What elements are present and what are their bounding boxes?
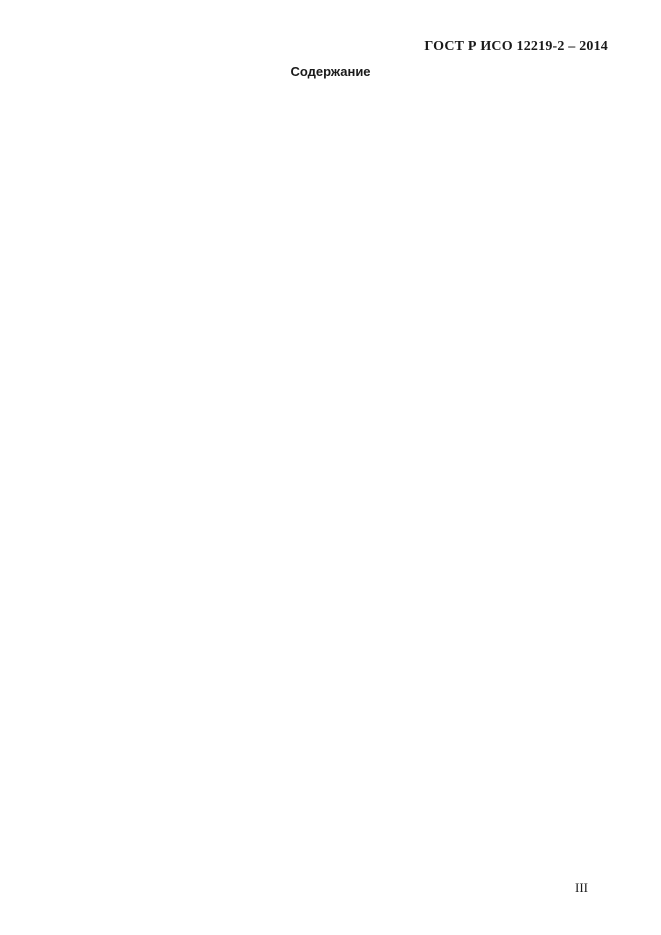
standard-header: ГОСТ Р ИСО 12219-2 – 2014	[424, 39, 608, 54]
page-number: III	[575, 880, 588, 895]
toc-title: Содержание	[290, 64, 371, 79]
